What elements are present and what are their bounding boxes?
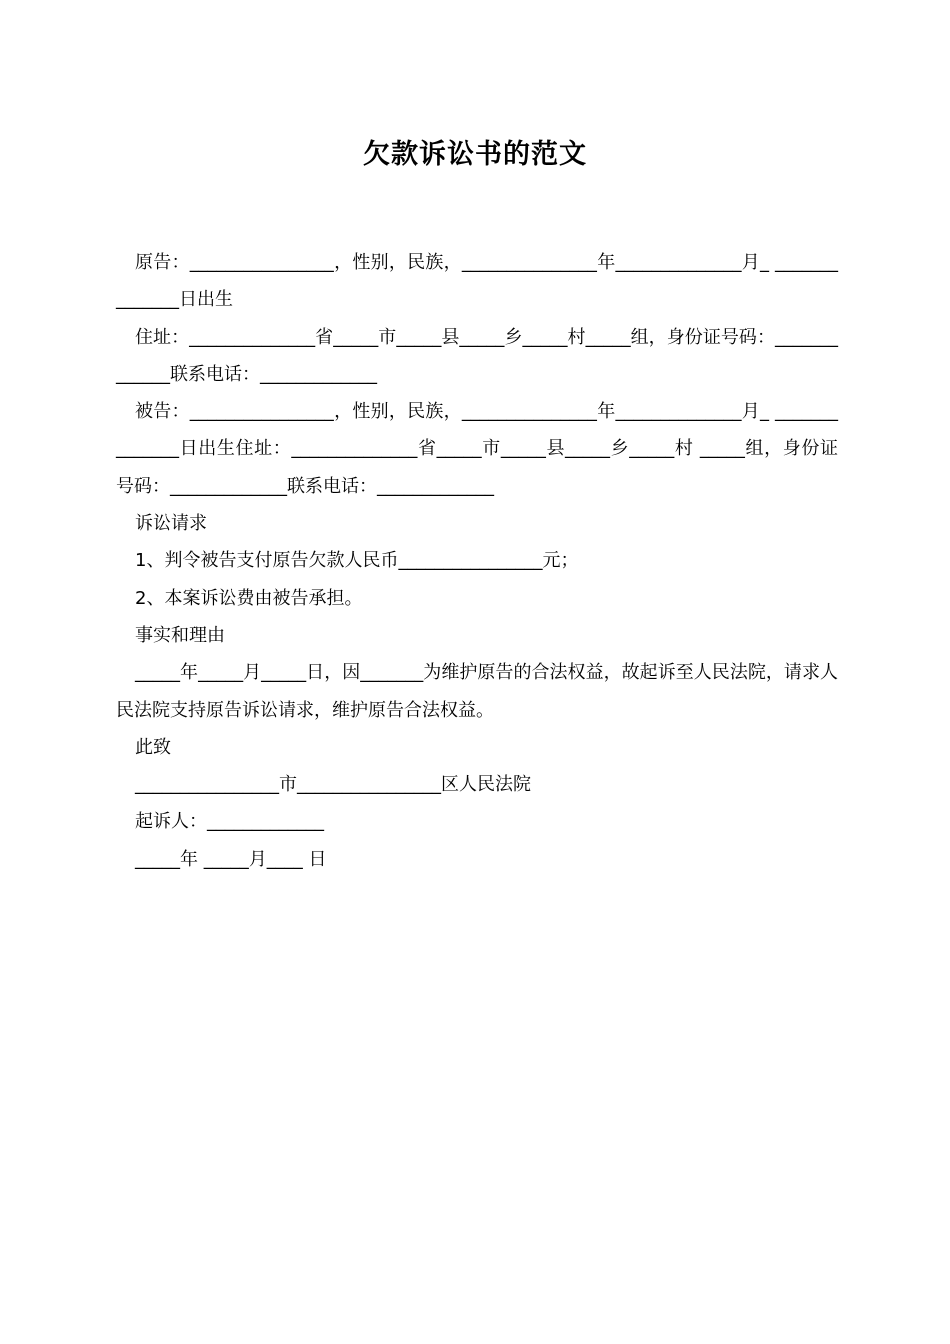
claim-item-1: 1、判令被告支付原告欠款人民币________________元； [135,550,579,572]
court-name: ________________市________________区人民法院 [135,774,531,796]
plaintiff-signature: 起诉人：_____________ [135,811,324,833]
plaintiff-address-paragraph: 住址：______________省_____市_____县_____乡_____村_____组，身份证号码：_____________联系电话：_____________ [116,326,838,385]
facts-paragraph: _____年_____月_____日，因_______为维护原告的合法权益，故起诉至人民法院，请求人民法院支持原告诉讼请求，维护原告合法权益。 [116,662,838,721]
claims-heading: 诉讼请求 [135,513,207,535]
document-body [116,244,838,878]
signature-date: _____年 _____月____ 日 [135,848,327,870]
facts-heading: 事实和理由 [135,624,225,646]
salutation: 此致 [135,736,171,758]
claim-item-2: 2、本案诉讼费由被告承担。 [135,587,363,609]
defendant-paragraph: 被告：________________，性别，民族，_______________年______________月_ ______________日出生住址：______________省_____市_____县_____乡_____村 _____组，身份证号码：_____________联系电话：_____________ [116,401,838,497]
document-title: 欠款诉讼书的范文 [363,139,587,170]
plaintiff-paragraph: 原告：________________，性别，民族，_______________年______________月_ ______________日出生 [116,252,838,311]
